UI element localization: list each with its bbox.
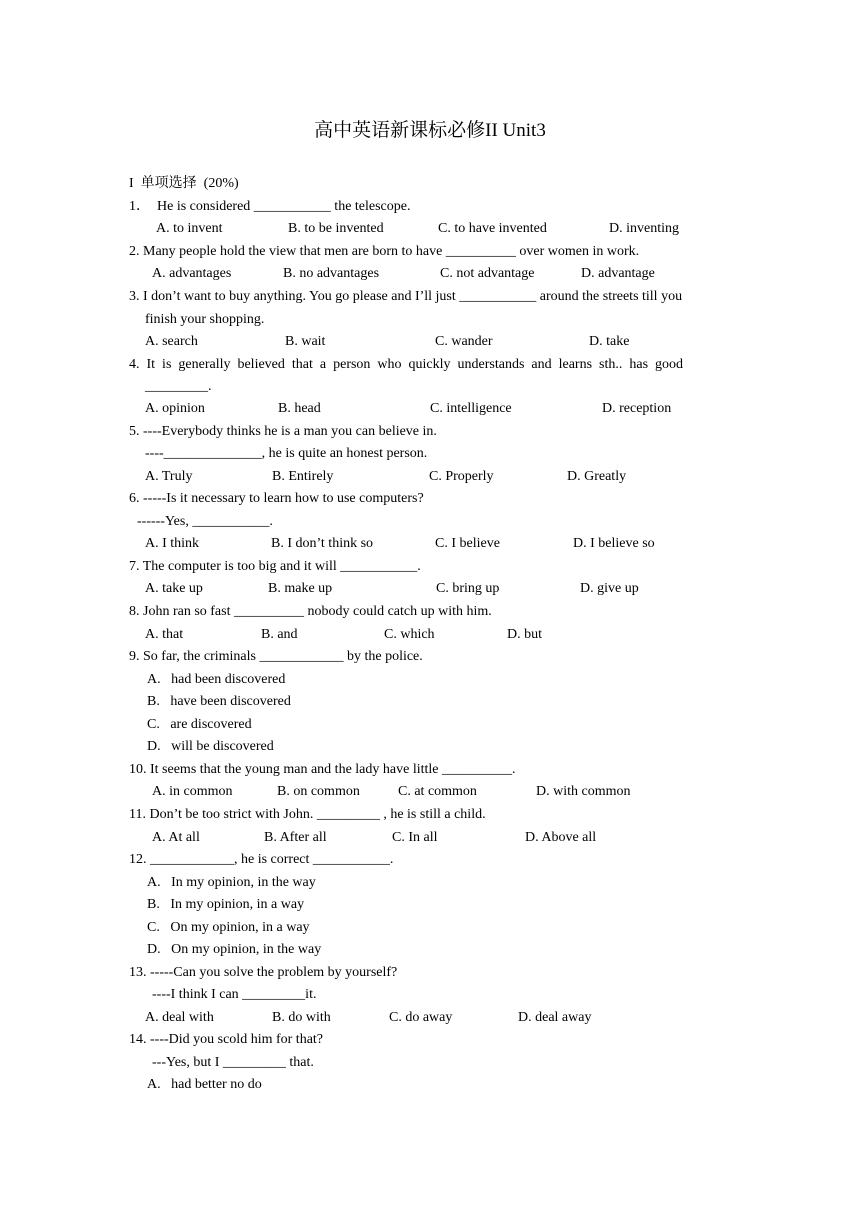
q7-option-b: B. make up bbox=[268, 581, 333, 596]
question-12-stem: 12. ____________, he is correct ___________. bbox=[129, 852, 394, 867]
q4-option-b: B. head bbox=[278, 401, 321, 416]
question-1-stem: 1． He is considered ___________ the telescope. bbox=[129, 199, 411, 214]
q3-option-c: C. wander bbox=[435, 334, 493, 349]
q10-option-d: D. with common bbox=[536, 784, 631, 799]
q1-option-b: B. to be invented bbox=[288, 221, 384, 236]
q14-option-a: A. had better no do bbox=[147, 1077, 262, 1092]
question-11-stem: 11. Don’t be too strict with John. _________ , he is still a child. bbox=[129, 807, 486, 822]
q5-option-b: B. Entirely bbox=[272, 469, 334, 484]
q2-option-c: C. not advantage bbox=[440, 266, 535, 281]
q8-option-c: C. which bbox=[384, 627, 435, 642]
q8-option-d: D. but bbox=[507, 627, 542, 642]
q4-option-a: A. opinion bbox=[145, 401, 205, 416]
q5-option-d: D. Greatly bbox=[567, 469, 627, 484]
q11-option-d: D. Above all bbox=[525, 830, 597, 845]
q10-option-c: C. at common bbox=[398, 784, 477, 799]
q12-option-c: C. On my opinion, in a way bbox=[147, 920, 310, 935]
q11-option-b: B. After all bbox=[264, 830, 327, 845]
question-4-stem: 4. It is generally believed that a person who quickly understands and learns sth.. has good bbox=[129, 357, 684, 372]
question-3-stem-cont: finish your shopping. bbox=[145, 312, 265, 327]
q3-option-b: B. wait bbox=[285, 334, 326, 349]
q6-option-d: D. I believe so bbox=[573, 536, 655, 551]
q4-option-d: D. reception bbox=[602, 401, 672, 416]
question-14-stem: 14. ----Did you scold him for that? bbox=[129, 1032, 324, 1047]
question-5-stem: 5. ----Everybody thinks he is a man you can believe in. bbox=[129, 424, 437, 439]
question-10-stem: 10. It seems that the young man and the lady have little __________. bbox=[129, 762, 516, 777]
question-9-stem: 9. So far, the criminals ____________ by the police. bbox=[129, 649, 423, 664]
q1-option-d: D. inventing bbox=[609, 221, 679, 236]
q2-option-a: A. advantages bbox=[152, 266, 232, 281]
question-3-stem: 3. I don’t want to buy anything. You go please and I’ll just ___________ around the streets till you bbox=[129, 289, 683, 304]
q8-option-b: B. and bbox=[261, 627, 298, 642]
q12-option-d: D. On my opinion, in the way bbox=[147, 942, 322, 957]
q9-option-c: C. are discovered bbox=[147, 717, 252, 732]
question-5-stem-cont: ----______________, he is quite an honest person. bbox=[145, 446, 428, 461]
q10-option-b: B. on common bbox=[277, 784, 360, 799]
q13-option-a: A. deal with bbox=[145, 1010, 214, 1025]
q7-option-c: C. bring up bbox=[436, 581, 500, 596]
question-13-stem-cont: ----I think I can _________it. bbox=[152, 987, 317, 1002]
q8-option-a: A. that bbox=[145, 627, 184, 642]
q13-option-b: B. do with bbox=[272, 1010, 331, 1025]
q5-option-a: A. Truly bbox=[145, 469, 193, 484]
q7-option-a: A. take up bbox=[145, 581, 203, 596]
section-heading: I 单项选择 (20%) bbox=[129, 176, 239, 191]
q12-option-a: A. In my opinion, in the way bbox=[147, 875, 316, 890]
question-8-stem: 8. John ran so fast __________ nobody could catch up with him. bbox=[129, 604, 492, 619]
q9-option-d: D. will be discovered bbox=[147, 739, 274, 754]
question-6-stem-cont: ------Yes, ___________. bbox=[137, 514, 273, 529]
q11-option-a: A. At all bbox=[152, 830, 200, 845]
question-14-stem-cont: ---Yes, but I _________ that. bbox=[152, 1055, 314, 1070]
q2-option-b: B. no advantages bbox=[283, 266, 380, 281]
q1-option-c: C. to have invented bbox=[438, 221, 547, 236]
q3-option-d: D. take bbox=[589, 334, 630, 349]
q7-option-d: D. give up bbox=[580, 581, 639, 596]
q10-option-a: A. in common bbox=[152, 784, 233, 799]
q11-option-c: C. In all bbox=[392, 830, 438, 845]
q13-option-c: C. do away bbox=[389, 1010, 453, 1025]
page-title: 高中英语新课标必修II Unit3 bbox=[314, 120, 546, 141]
question-7-stem: 7. The computer is too big and it will ___________. bbox=[129, 559, 421, 574]
q2-option-d: D. advantage bbox=[581, 266, 655, 281]
q6-option-c: C. I believe bbox=[435, 536, 500, 551]
question-13-stem: 13. -----Can you solve the problem by yourself? bbox=[129, 965, 398, 980]
q9-option-b: B. have been discovered bbox=[147, 694, 291, 709]
q13-option-d: D. deal away bbox=[518, 1010, 592, 1025]
q4-option-c: C. intelligence bbox=[430, 401, 512, 416]
q6-option-b: B. I don’t think so bbox=[271, 536, 374, 551]
q6-option-a: A. I think bbox=[145, 536, 200, 551]
q1-option-a: A. to invent bbox=[156, 221, 223, 236]
question-2-stem: 2. Many people hold the view that men are born to have __________ over women in work. bbox=[129, 244, 640, 259]
q5-option-c: C. Properly bbox=[429, 469, 494, 484]
q3-option-a: A. search bbox=[145, 334, 198, 349]
question-4-stem-cont: _________. bbox=[145, 379, 212, 394]
question-6-stem: 6. -----Is it necessary to learn how to use computers? bbox=[129, 491, 424, 506]
q12-option-b: B. In my opinion, in a way bbox=[147, 897, 305, 912]
q9-option-a: A. had been discovered bbox=[147, 672, 286, 687]
